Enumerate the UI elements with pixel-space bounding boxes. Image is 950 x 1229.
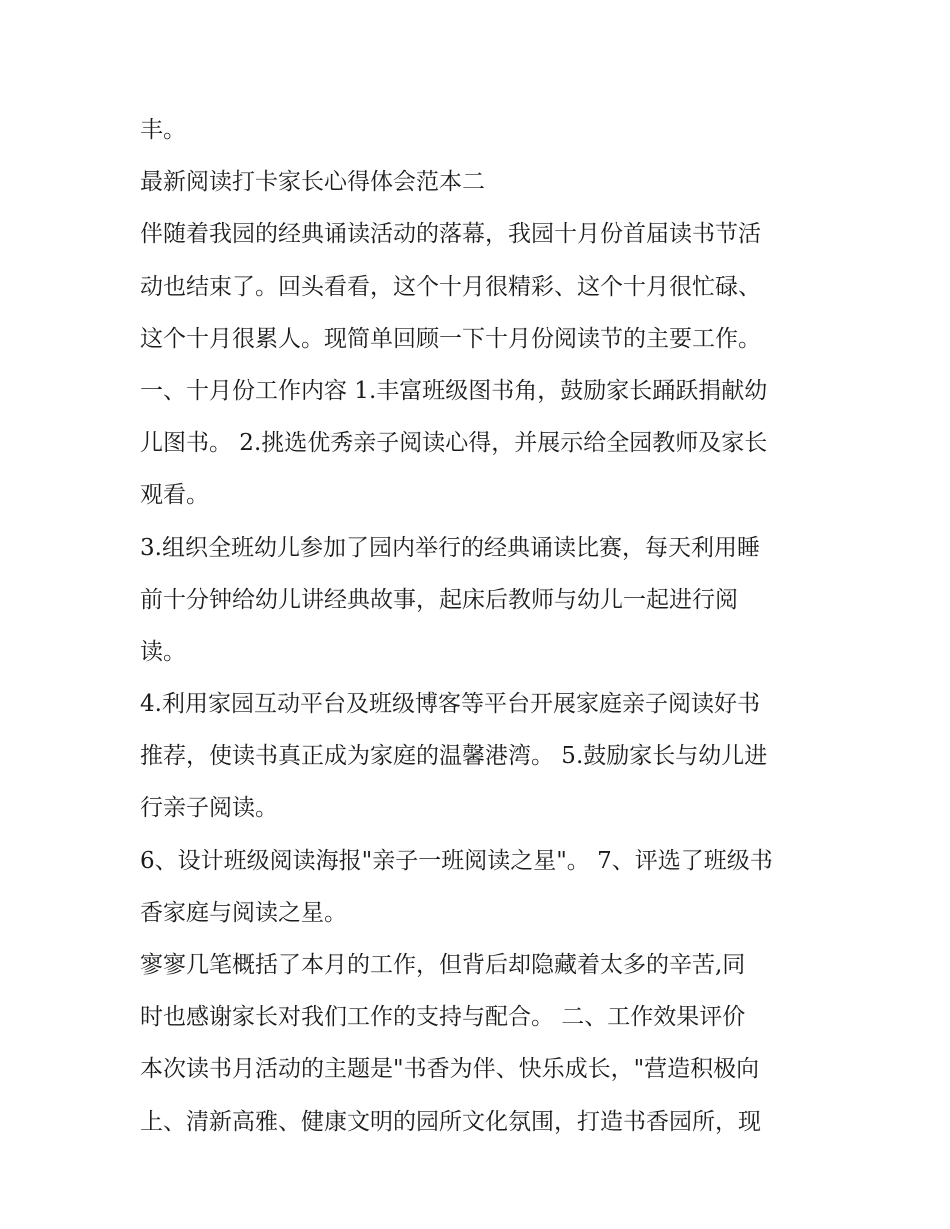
- text-line: 本次读书月活动的主题是"书香为伴、快乐成长，"营造积极向: [140, 1056, 760, 1083]
- text-line: 时也感谢家长对我们工作的支持与配合。 二、工作效果评价: [140, 1004, 746, 1031]
- text-line: 香家庭与阅读之星。: [140, 899, 347, 926]
- text-line: 一、十月份工作内容 1.丰富班级图书角，鼓励家长踊跃捐献幼: [140, 377, 768, 404]
- section-heading: 最新阅读打卡家长心得体会范本二: [140, 169, 485, 196]
- text-line: 读。: [140, 638, 186, 665]
- text-line: 儿图书。 2.挑选优秀亲子阅读心得，并展示给全园教师及家长: [140, 430, 768, 457]
- text-line: 行亲子阅读。: [140, 795, 278, 822]
- text-line: 上、清新高雅、健康文明的园所文化氛围，打造书香园所，现: [140, 1108, 761, 1135]
- text-line: 推荐，使读书真正成为家庭的温馨港湾。 5.鼓励家长与幼儿进: [140, 743, 768, 770]
- text-line: 这个十月很累人。现简单回顾一下十月份阅读节的主要工作。: [140, 325, 761, 352]
- text-line: 前十分钟给幼儿讲经典故事，起床后教师与幼儿一起进行阅: [140, 586, 738, 613]
- text-line: 观看。: [140, 482, 209, 509]
- text-line: 寥寥几笔概括了本月的工作，但背后却隐藏着太多的辛苦,同: [140, 952, 746, 978]
- text-line: 3.组织全班幼儿参加了园内举行的经典诵读比赛，每天利用睡: [140, 534, 760, 561]
- document-body: [140, 104, 820, 1148]
- text-line: 丰。: [140, 117, 186, 143]
- text-line: 动也结束了。回头看看，这个十月很精彩、这个十月很忙碌、: [140, 273, 761, 300]
- text-line: 4.利用家园互动平台及班级博客等平台开展家庭亲子阅读好书: [140, 691, 760, 718]
- text-line: 伴随着我园的经典诵读活动的落幕，我园十月份首届读书节活: [140, 221, 761, 248]
- text-line: 6、设计班级阅读海报"亲子一班阅读之星"。 7、评选了班级书: [140, 847, 773, 874]
